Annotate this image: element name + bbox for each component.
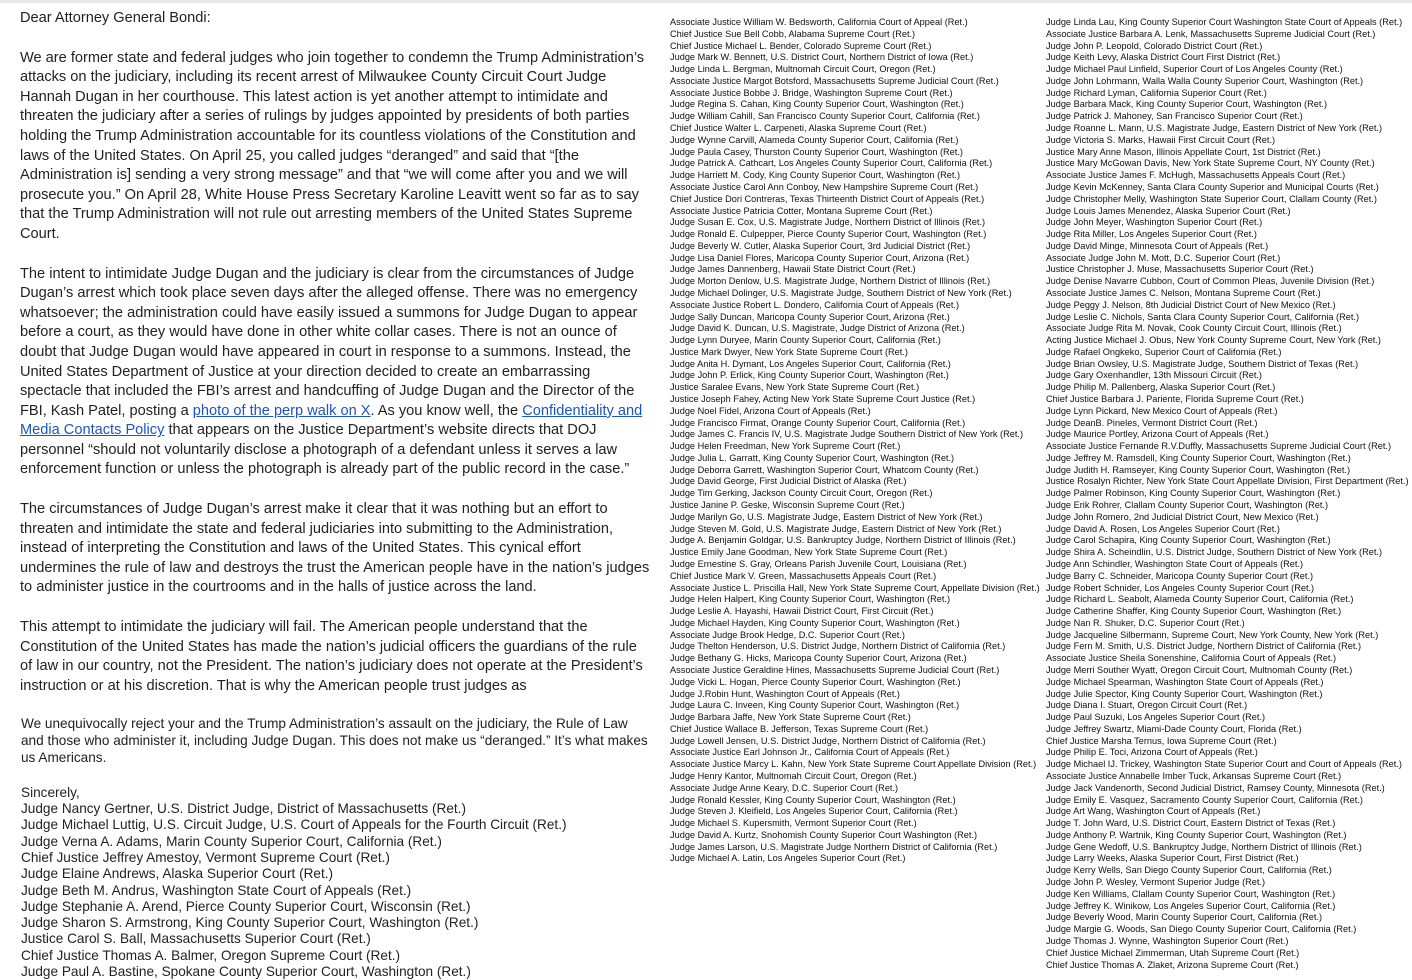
letter-paragraph: [20, 265, 650, 481]
signer-entry: Judge Carol Schapira, King County Superior Court, Washington (Ret.): [1046, 535, 1331, 546]
signers-column-a: [670, 17, 1040, 865]
signer-entry: Judge Larry Weeks, Alaska Superior Court, First District (Ret.): [1046, 853, 1299, 864]
signer-entry: Associate Judge Anne Keary, D.C. Superior Court (Ret.): [670, 782, 899, 793]
signer-entry: Judge Kevin McKenney, Santa Clara County Superior and Municipal Courts (Ret.): [1046, 181, 1379, 192]
signer-entry: Judge Lowell Jensen, U.S. District Judge, Northern District of California (Ret.): [670, 735, 986, 746]
signer-entry: Judge David K. Duncan, U.S. Magistrate, Judge District of Arizona (Ret.): [670, 323, 965, 334]
signer-entry: Judge David Minge, Minnesota Court of Appeals (Ret.): [1046, 240, 1269, 251]
letter-paragraph: [20, 500, 650, 598]
signer-entry: Judge John Romero, 2nd Judicial District Court, New Mexico (Ret.): [1046, 511, 1319, 522]
signer-entry: Judge Mark W. Bennett, U.S. District Court, Northern District of Iowa (Ret.): [670, 52, 974, 63]
signer-entry: Judge Helen Halpert, King County Superior Court, Washington (Ret.): [670, 594, 951, 605]
signer-entry: Judge Jacqueline Silbermann, Supreme Court, New York County, New York (Ret.): [1046, 629, 1379, 640]
signer-entry: Judge Laura C. Inveen, King County Superior Court, Washington (Ret.): [670, 700, 960, 711]
signer-entry: Justice Mary McGowan Davis, New York State Supreme Court, NY County (Ret.): [1046, 158, 1375, 169]
signer-entry: Judge Julia L. Garratt, King County Superior Court, Washington (Ret.): [670, 452, 955, 463]
signer-entry: Judge Lisa Daniel Flores, Maricopa County Superior Court, Arizona (Ret.): [670, 252, 970, 263]
signer-entry: Judge John P. Leopold, Colorado District Court (Ret.): [1046, 40, 1263, 51]
top-divider: [0, 0, 1412, 3]
signer-entry: Justice Mark Dwyer, New York State Supreme Court (Ret.): [670, 346, 908, 357]
signer-entry: Associate Justice L. Priscilla Hall, New York State Supreme Court, Appellate Division (Ret.): [670, 582, 1040, 593]
signer-entry: Judge Barbara Mack, King County Superior Court, Washington (Ret.): [1046, 99, 1328, 110]
signer-entry: Justice Carol S. Ball, Massachusetts Superior Court (Ret.): [21, 931, 371, 947]
signer-entry: Chief Justice Sue Bell Cobb, Alabama Supreme Court (Ret.): [670, 28, 916, 39]
signer-entry: Judge Paula Casey, Thurston County Superior Court, Washington (Ret.): [670, 146, 963, 157]
signers-column-b: [1046, 17, 1409, 971]
signer-entry: Associate Justice Carol Ann Conboy, New Hampshire Supreme Court (Ret.): [670, 181, 979, 192]
signer-entry: Judge Gary Oxenhandler, 13th Missouri Circuit (Ret.): [1046, 370, 1262, 381]
signer-entry: Judge Leslie A. Hayashi, Hawaii District Court, First Circuit (Ret.): [670, 606, 934, 617]
signer-entry: Judge James Dannenberg, Hawaii State District Court (Ret.): [670, 264, 916, 275]
signer-entry: Chief Justice Wallace B. Jefferson, Texas Supreme Court (Ret.): [670, 723, 929, 734]
signer-entry: Acting Justice Michael J. Obus, New York County Supreme Court, New York (Ret.): [1046, 335, 1381, 346]
signer-entry: Judge Art Wang, Washington Court of Appeals (Ret.): [1046, 806, 1261, 817]
signer-entry: Judge Morton Denlow, U.S. Magistrate Judge, Northern District of Illinois (Ret.): [670, 276, 991, 287]
signer-entry: Judge A. Benjamin Goldgar, U.S. Bankruptcy Judge, Northern District of Illinois (Ret.): [670, 535, 1016, 546]
letter-paragraphs: [20, 49, 650, 767]
signer-entry: Judge Erik Rohrer, Clallam County Superior Court, Washington (Ret.): [1046, 500, 1329, 511]
letter-link[interactable]: photo of the perp walk on X: [192, 402, 371, 419]
signer-entry: Judge Lynn Pickard, New Mexico Court of Appeals (Ret.): [1046, 405, 1278, 416]
signer-entry: Judge William Cahill, San Francisco County Superior Court, California (Ret.): [670, 111, 980, 122]
signer-entry: Judge Stephanie A. Arend, Pierce County Superior Court, Wisconsin (Ret.): [21, 898, 471, 914]
signer-entry: Judge Helen Freedman, New York Supreme Court (Ret.): [670, 441, 901, 452]
signer-entry: Judge Ronald Kessler, King County Superior Court, Washington (Ret.): [670, 794, 956, 805]
signer-entry: Judge David A. Kurtz, Snohomish County Superior Court Washington (Ret.): [670, 829, 978, 840]
signer-entry: Judge Bethany G. Hicks, Maricopa County Superior Court, Arizona (Ret.): [670, 653, 967, 664]
signer-entry: Associate Justice Earl Johnson Jr., California Court of Appeals (Ret.): [670, 747, 950, 758]
signer-entry: Judge Beth M. Andrus, Washington State Court of Appeals (Ret.): [21, 882, 412, 898]
signer-entry: Judge Louis James Menendez, Alaska Superior Court (Ret.): [1046, 205, 1291, 216]
paragraph-text: We unequivocally reject your and the Trump Administration’s assault on the judiciary, the Rule of Law and those who administer it, including Judge Dugan. This does not make us “deranged.” It’s what makes us Americans.: [21, 716, 648, 765]
signer-entry: Judge Michael A. Latin, Los Angeles Superior Court (Ret.): [670, 853, 906, 864]
signer-entry: Judge Francisco Firmat, Orange County Superior Court, California (Ret.): [670, 417, 966, 428]
signer-entry: Associate Justice James F. McHugh, Massachusetts Appeals Court (Ret.): [1046, 170, 1346, 181]
signer-entry: Chief Justice Mark V. Green, Massachusetts Appeals Court (Ret.): [670, 570, 937, 581]
signer-entry: Judge Paul A. Bastine, Spokane County Superior Court, Washington (Ret.): [21, 964, 471, 980]
signer-entry: Judge Michael Paul Linfield, Superior Court of Los Angeles County (Ret.): [1046, 64, 1343, 75]
signer-entry: Justice Joseph Fahey, Acting New York State Supreme Court Justice (Ret.): [670, 394, 976, 404]
letter-paragraph: [20, 618, 650, 696]
paragraph-text: The intent to intimidate Judge Dugan and the judiciary is clear from the circumstances of Judge Dugan’s arrest which took place seven days after the alleged offense. There was no emergency whatsoever; the administration could have easily issued a summons for Judge Dugan to appear before a court, as they would have done in other white collar cases. There is not an ounce of doubt that Judge Dugan would have appeared in court in response to a summons. Instead, the United States Department of Justice at your direction decided to create an embarrassing spectacle that included the FBI’s arrest and handcuffing of Judge Dugan and the Director of the FBI, Kash Patel, posting a: [20, 265, 638, 419]
signer-entry: Judge Leslie C. Nichols, Santa Clara County Superior Court, California (Ret.): [1046, 311, 1360, 322]
signer-entry: Judge John Meyer, Washington Superior Court (Ret.): [1046, 217, 1263, 228]
signer-entry: Judge Elaine Andrews, Alaska Superior Court (Ret.): [21, 866, 334, 882]
signer-entry: Judge Emily E. Vasquez, Sacramento County Superior Court, California (Ret.): [1046, 794, 1363, 805]
signer-entry: Judge David George, First Judicial District of Alaska (Ret.): [670, 476, 907, 487]
signer-entry: Judge Fern M. Smith, U.S. District Judge, Northern District of California (Ret.): [1046, 641, 1362, 652]
signer-entry: Judge Jeffrey K. Winikow, Los Angeles Superior Court, California (Ret.): [1046, 900, 1336, 911]
signer-entry: Judge Michael Luttig, U.S. Circuit Judge, U.S. Court of Appeals for the Fourth Circuit (Ret.): [21, 817, 567, 833]
signer-entry: Judge Patrick J. Mahoney, San Francisco Superior Court (Ret.): [1046, 111, 1303, 122]
signer-entry: Judge Lynn Duryee, Marin County Superior Court, California (Ret.): [670, 335, 941, 346]
signer-entry: Judge Michael Spearman, Washington State Court of Appeals (Ret.): [1046, 676, 1324, 687]
signer-entry: Judge Jeffrey Swartz, Miami-Dade County Court, Florida (Ret.): [1046, 723, 1302, 734]
signer-entry: Judge Henry Kantor, Multnomah Circuit Court, Oregon (Ret.): [670, 771, 917, 781]
signer-entry: Associate Justice James C. Nelson, Montana Supreme Court (Ret.): [1046, 287, 1321, 298]
signer-entry: Justice Christopher J. Muse, Massachusetts Superior Court (Ret.): [1046, 264, 1314, 275]
signer-entry: Judge Steven J. Kleifield, Los Angeles Superior Court, California (Ret.): [670, 806, 958, 817]
signer-entry: Judge Michael Dolinger, U.S. Magistrate Judge, Southern District of New York (Ret.): [670, 287, 1012, 298]
paragraph-text: This attempt to intimidate the judiciary will fail. The American people understand that the Constitution of the United States has made the nation’s judicial officers the guardians of the rule of law in our country, not the President. The nation’s judiciary does not operate at the President’s instruction or at his discretion. That is why the American people trust judges as: [20, 619, 643, 694]
signer-entry: Judge Deborra Garrett, Washington Superior Court, Whatcom County (Ret.): [670, 464, 979, 475]
signer-entry: Judge Linda Lau, King County Superior Court Washington State Court of Appeals (Ret.): [1046, 17, 1403, 27]
letter-link[interactable]: Confidentiality and Media Contacts Policy: [20, 402, 643, 439]
signer-entry: Judge Merri Souther Wyatt, Oregon Circuit Court, Multnomah County (Ret.): [1046, 664, 1353, 675]
signer-entry: Justice Emily Jane Goodman, New York State Supreme Court (Ret.): [670, 547, 948, 558]
signer-entry: Chief Justice Michael L. Bender, Colorado Supreme Court (Ret.): [670, 40, 932, 51]
signer-entry: Chief Justice Barbara J. Pariente, Florida Supreme Court (Ret.): [1046, 394, 1304, 404]
signer-entry: Judge Margie G. Woods, San Diego County Superior Court, California (Ret.): [1046, 924, 1357, 935]
signer-entry: Judge Gene Wedoff, U.S. Bankruptcy Judge, Northern District of Illinois (Ret.): [1046, 841, 1362, 852]
signer-entry: Judge James C. Francis IV, U.S. Magistrate Judge Southern District of New York (Ret.): [670, 429, 1024, 440]
signer-entry: Judge Rita Miller, Los Angeles Superior Court (Ret.): [1046, 229, 1257, 240]
signer-entry: Judge Jeffrey M. Ramsdell, King County Superior Court, Washington (Ret.): [1046, 452, 1351, 463]
signer-entry: Justice Saralee Evans, New York State Supreme Court (Ret.): [670, 382, 920, 393]
signer-entry: Judge Philip E. Toci, Arizona Court of Appeals (Ret.): [1046, 747, 1258, 758]
signer-entry: Judge Nancy Gertner, U.S. District Judge, District of Massachusetts (Ret.): [21, 801, 466, 817]
paragraph-text: We are former state and federal judges who join together to condemn the Trump Administration’s attacks on the judiciary, including its recent arrest of Milwaukee County Circuit Court Judge Hannah Dugan in her courthouse. This latest action is yet another attempt to intimidate and threaten the judiciary after a series of rulings by judges appointed by presidents of both parties holding the Trump Administration accountable for its countless violations of the Constitution and laws of the United States. On April 25, you called judges “deranged” and said that “[the Administration is] sending a very strong message” and that “we will come after you and we will prosecute you.” On April 28, White House Press Secretary Karoline Leavitt went so far as to say that the Trump Administration will not rule out arresting members of the United States Supreme Court.: [20, 49, 645, 242]
signer-entry: Justice Mary Anne Mason, Illinois Appellate Court, 1st District (Ret.): [1046, 146, 1321, 157]
signer-entry: Judge Roanne L. Mann, U.S. Magistrate Judge, Eastern District of New York (Ret.): [1046, 123, 1383, 134]
signer-entry: Judge Thelton Henderson, U.S. District Judge, Northern District of California (Ret.): [670, 641, 1006, 652]
signer-entry: Judge Tim Gerking, Jackson County Circuit Court, Oregon (Ret.): [670, 488, 933, 499]
signer-entry: Justice Rosalyn Richter, New York State Court Appellate Division, First Department (Ret.): [1046, 476, 1409, 487]
signer-entry: Associate Judge Brook Hedge, D.C. Superior Court (Ret.): [670, 629, 905, 640]
signer-entry: Judge Kerry Wells, San Diego County Superior Court, California (Ret.): [1046, 865, 1332, 876]
signer-entry: Judge Thomas J. Wynne, Washington Superior Court (Ret.): [1046, 935, 1289, 946]
signer-entry: Chief Justice Marsha Ternus, Iowa Supreme Court (Ret.): [1046, 735, 1277, 746]
signer-entry: Judge Sally Duncan, Maricopa County Superior Court, Arizona (Ret.): [670, 311, 950, 322]
signer-entry: Judge Christopher Melly, Washington State Superior Court, Clallam County (Ret.): [1046, 193, 1377, 204]
signer-entry: Judge Jack Vandenorth, Second Judicial District, Ramsey County, Minnesota (Ret.): [1046, 782, 1385, 793]
signer-entry: Judge Philip M. Pallenberg, Alaska Superior Court (Ret.): [1046, 382, 1276, 393]
paragraph-text: that appears on the Justice Department’s website directs that DOJ personnel “should not voluntarily disclose a photograph of a defendant unless it serves a law enforcement function or unless the photograph is already part of the public record in the case.”: [20, 422, 630, 478]
signer-entry: Judge John P. Erlick, King County Superior Court, Washington (Ret.): [670, 370, 949, 381]
signer-entry: Judge Ann Schindler, Washington State Court of Appeals (Ret.): [1046, 558, 1304, 569]
signer-entry: Judge David A. Rosen, Los Angeles Superior Court (Ret.): [1046, 523, 1280, 534]
signer-entry: Judge Robert Schnider, Los Angeles County Superior Court (Ret.): [1046, 582, 1315, 593]
signer-entry: Judge Richard Lyman, California Superior Court (Ret.): [1046, 87, 1267, 98]
letter-greeting: Dear Attorney General Bondi:: [20, 10, 211, 26]
signer-entry: Judge T. John Ward, U.S. District Court, Eastern District of Texas (Ret.): [1046, 818, 1336, 829]
signer-entry: Judge Richard L. Seabolt, Alameda County Superior Court, California (Ret.): [1046, 594, 1354, 605]
signer-entry: Judge Marilyn Go, U.S. Magistrate Judge, Eastern District of New York (Ret.): [670, 511, 983, 522]
signer-entry: Judge Susan E. Cox, U.S. Magistrate Judge, Northern District of Illinois (Ret.): [670, 217, 986, 228]
signer-entry: Chief Justice Jeffrey Amestoy, Vermont Supreme Court (Ret.): [21, 849, 390, 865]
signer-entry: Associate Justice Sheila Sonenshine, California Court of Appeals (Ret.): [1046, 653, 1337, 664]
signer-entry: Judge Vicki L. Hogan, Pierce County Superior Court, Washington (Ret.): [670, 676, 961, 687]
signer-entry: Judge Anthony P. Wartnik, King County Superior Court, Washington (Ret.): [1046, 829, 1347, 840]
paragraph-text: The circumstances of Judge Dugan’s arrest make it clear that it was nothing but an effort to threaten and intimidate the state and federal judiciaries into submitting to the Administration, instead of interpreting the Constitution and laws of the United States. This cynical effort undermines the rule of law and destroys the trust the American people have in the nation’s judges to administer justice in the courtrooms and in the halls of justice across the land.: [20, 501, 650, 596]
signer-entry: Judge James Larson, U.S. Magistrate Judge Northern District of California (Ret.): [670, 841, 998, 852]
signer-entry: Judge Palmer Robinson, King County Superior Court, Washington (Ret.): [1046, 488, 1341, 499]
letter-paragraph: [21, 716, 650, 766]
letter-closing: Sincerely,: [21, 784, 80, 800]
signer-entry: Judge Shira A. Scheindlin, U.S. District Judge, Southern District of New York (Ret.): [1046, 547, 1383, 558]
signer-entry: Judge Michael IJ. Trickey, Washington State Superior Court and Court of Appeals (Ret.): [1046, 759, 1402, 770]
signer-entry: Judge Brian Owsley, U.S. Magistrate Judge, Southern District of Texas (Ret.): [1046, 358, 1359, 369]
signer-entry: Associate Justice Fernande R.V.Duffly, Massachusetts Supreme Judicial Court (Ret.): [1046, 441, 1392, 452]
signer-entry: Judge Denise Navarre Cubbon, Court of Common Pleas, Juvenile Division (Ret.): [1046, 276, 1375, 287]
signer-entry: Associate Justice Geraldine Hines, Massachusetts Supreme Judicial Court (Ret.): [670, 664, 1000, 675]
signer-entry: Judge Beverly W. Cutler, Alaska Superior Court, 3rd Judicial District (Ret.): [670, 240, 971, 251]
signer-entry: Judge Patrick A. Cathcart, Los Angeles County Superior Court, California (Ret.): [670, 158, 993, 169]
signer-entry: Associate Judge John M. Mott, D.C. Superior Court (Ret.): [1046, 252, 1281, 263]
signer-entry: Judge Ernestine S. Gray, Orleans Parish Juvenile Court, Louisiana (Ret.): [670, 558, 967, 569]
signer-entry: Chief Justice Michael Zimmerman, Utah Supreme Court (Ret.): [1046, 947, 1300, 958]
signer-entry: Judge Barry C. Schneider, Maricopa County Superior Court (Ret.): [1046, 570, 1314, 581]
signer-entry: Judge Beverly Wood, Marin County Superior Court, California (Ret.): [1046, 912, 1323, 923]
signer-entry: Associate Justice Marcy L. Kahn, New York State Supreme Court Appellate Division (Ret.): [670, 759, 1037, 770]
signer-entry: Associate Judge Rita M. Novak, Cook County Circuit Court, Illinois (Ret.): [1046, 323, 1342, 334]
signer-entry: Chief Justice Walter L. Carpeneti, Alaska Supreme Court (Ret.): [670, 123, 927, 134]
signer-entry: Judge Nan R. Shuker, D.C. Superior Court (Ret.): [1046, 617, 1245, 628]
signer-entry: Judge Linda L. Bergman, Multnomah Circuit Court, Oregon (Ret.): [670, 64, 936, 75]
signer-entry: Judge DeanB. Pineles, Vermont District Court (Ret.): [1046, 417, 1258, 428]
signer-entry: Judge Rafael Ongkeko, Superior Court of California (Ret.): [1046, 346, 1282, 357]
signer-entry: Judge Victoria S. Marks, Hawaii First Circuit Court (Ret.): [1046, 134, 1276, 145]
letter-body: [20, 9, 650, 980]
signer-entry: Associate Justice Robert L. Dondero, California Court of Appeals (Ret.): [670, 299, 960, 310]
signer-entry: Judge Ken Williams, Clallam County Superior Court, Washington (Ret.): [1046, 888, 1336, 899]
signer-entry: Judge Diana I. Stuart, Oregon Circuit Court (Ret.): [1046, 700, 1248, 711]
signer-entry: Judge Anita H. Dymant, Los Angeles Superior Court, California (Ret.): [670, 358, 951, 369]
signer-entry: Chief Justice Thomas A. Zlaket, Arizona Supreme Court (Ret.): [1046, 959, 1299, 970]
signer-entry: Judge Judith H. Ramseyer, King County Superior Court, Washington (Ret.): [1046, 464, 1351, 475]
signer-entry: Judge Sharon S. Armstrong, King County Superior Court, Washington (Ret.): [21, 915, 479, 931]
signer-entry: Judge Regina S. Cahan, King County Superior Court, Washington (Ret.): [670, 99, 964, 110]
signer-entry: Chief Justice Dori Contreras, Texas Thirteenth District Court of Appeals (Ret.): [670, 193, 985, 204]
signer-entry: Judge Catherine Shaffer, King County Superior Court, Washington (Ret.): [1046, 606, 1342, 617]
signer-entry: Judge J.Robin Hunt, Washington Court of Appeals (Ret.): [670, 688, 900, 699]
signer-entry: Judge Ronald E. Culpepper, Pierce County Superior Court, Washington (Ret.): [670, 229, 987, 240]
signer-entry: Associate Justice Annabelle Imber Tuck, Arkansas Supreme Court (Ret.): [1046, 771, 1342, 781]
signer-entry: Chief Justice Thomas A. Balmer, Oregon Supreme Court (Ret.): [21, 947, 401, 963]
signer-entry: Judge Paul Suzuki, Los Angeles Superior Court (Ret.): [1046, 712, 1266, 723]
signer-entry: Associate Justice William W. Bedsworth, California Court of Appeal (Ret.): [670, 17, 968, 27]
signer-entry: Judge Noel Fidel, Arizona Court of Appeals (Ret.): [670, 405, 871, 416]
signer-entry: Judge Verna A. Adams, Marin County Superior Court, California (Ret.): [21, 833, 442, 849]
signer-entry: Associate Justice Barbara A. Lenk, Massachusetts Supreme Judicial Court (Ret.): [1046, 28, 1376, 39]
signer-list: [21, 801, 650, 980]
signer-entry: Judge Barbara Jaffe, New York State Supreme Court (Ret.): [670, 712, 911, 723]
signer-entry: Judge Julie Spector, King County Superior Court, Washington (Ret.): [1046, 688, 1323, 699]
signer-entry: Judge John P. Wesley, Vermont Superior Judge (Ret.): [1046, 877, 1266, 888]
signer-entry: Judge Peggy J. Nelson, 8th Judicial District Court of New Mexico (Ret.): [1046, 299, 1336, 310]
signer-entry: Judge John Lohrmann, Walla Walla County Superior Court, Washington (Ret.): [1046, 75, 1364, 86]
signer-entry: Associate Justice Bobbe J. Bridge, Washington Supreme Court (Ret.): [670, 87, 953, 98]
signer-entry: Judge Keith Levy, Alaska District Court First District (Ret.): [1046, 52, 1281, 63]
signer-entry: Judge Michael Hayden, King County Superior Court, Washington (Ret.): [670, 617, 960, 628]
signer-entry: Judge Harriett M. Cody, King County Superior Court, Washington (Ret.): [670, 170, 961, 181]
paragraph-text: . As you know well, the: [370, 402, 523, 419]
signer-entry: Associate Justice Margot Botsford, Massachusetts Supreme Judicial Court (Ret.): [670, 75, 999, 86]
letter-paragraph: [20, 49, 650, 245]
signer-entry: Judge Wynne Carvill, Alameda County Superior Court, California (Ret.): [670, 134, 959, 145]
signer-entry: Judge Steven M. Gold, U.S. Magistrate Judge, Eastern District of New York (Ret.): [670, 523, 1002, 534]
signer-entry: Judge Maurice Portley, Arizona Court of Appeals (Ret.): [1046, 429, 1269, 440]
signer-entry: Justice Janine P. Geske, Wisconsin Supreme Court (Ret.): [670, 500, 905, 511]
signer-entry: Judge Michael S. Kupersmith, Vermont Superior Court (Ret.): [670, 818, 917, 829]
signer-entry: Associate Justice Patricia Cotter, Montana Supreme Court (Ret.): [670, 205, 933, 216]
